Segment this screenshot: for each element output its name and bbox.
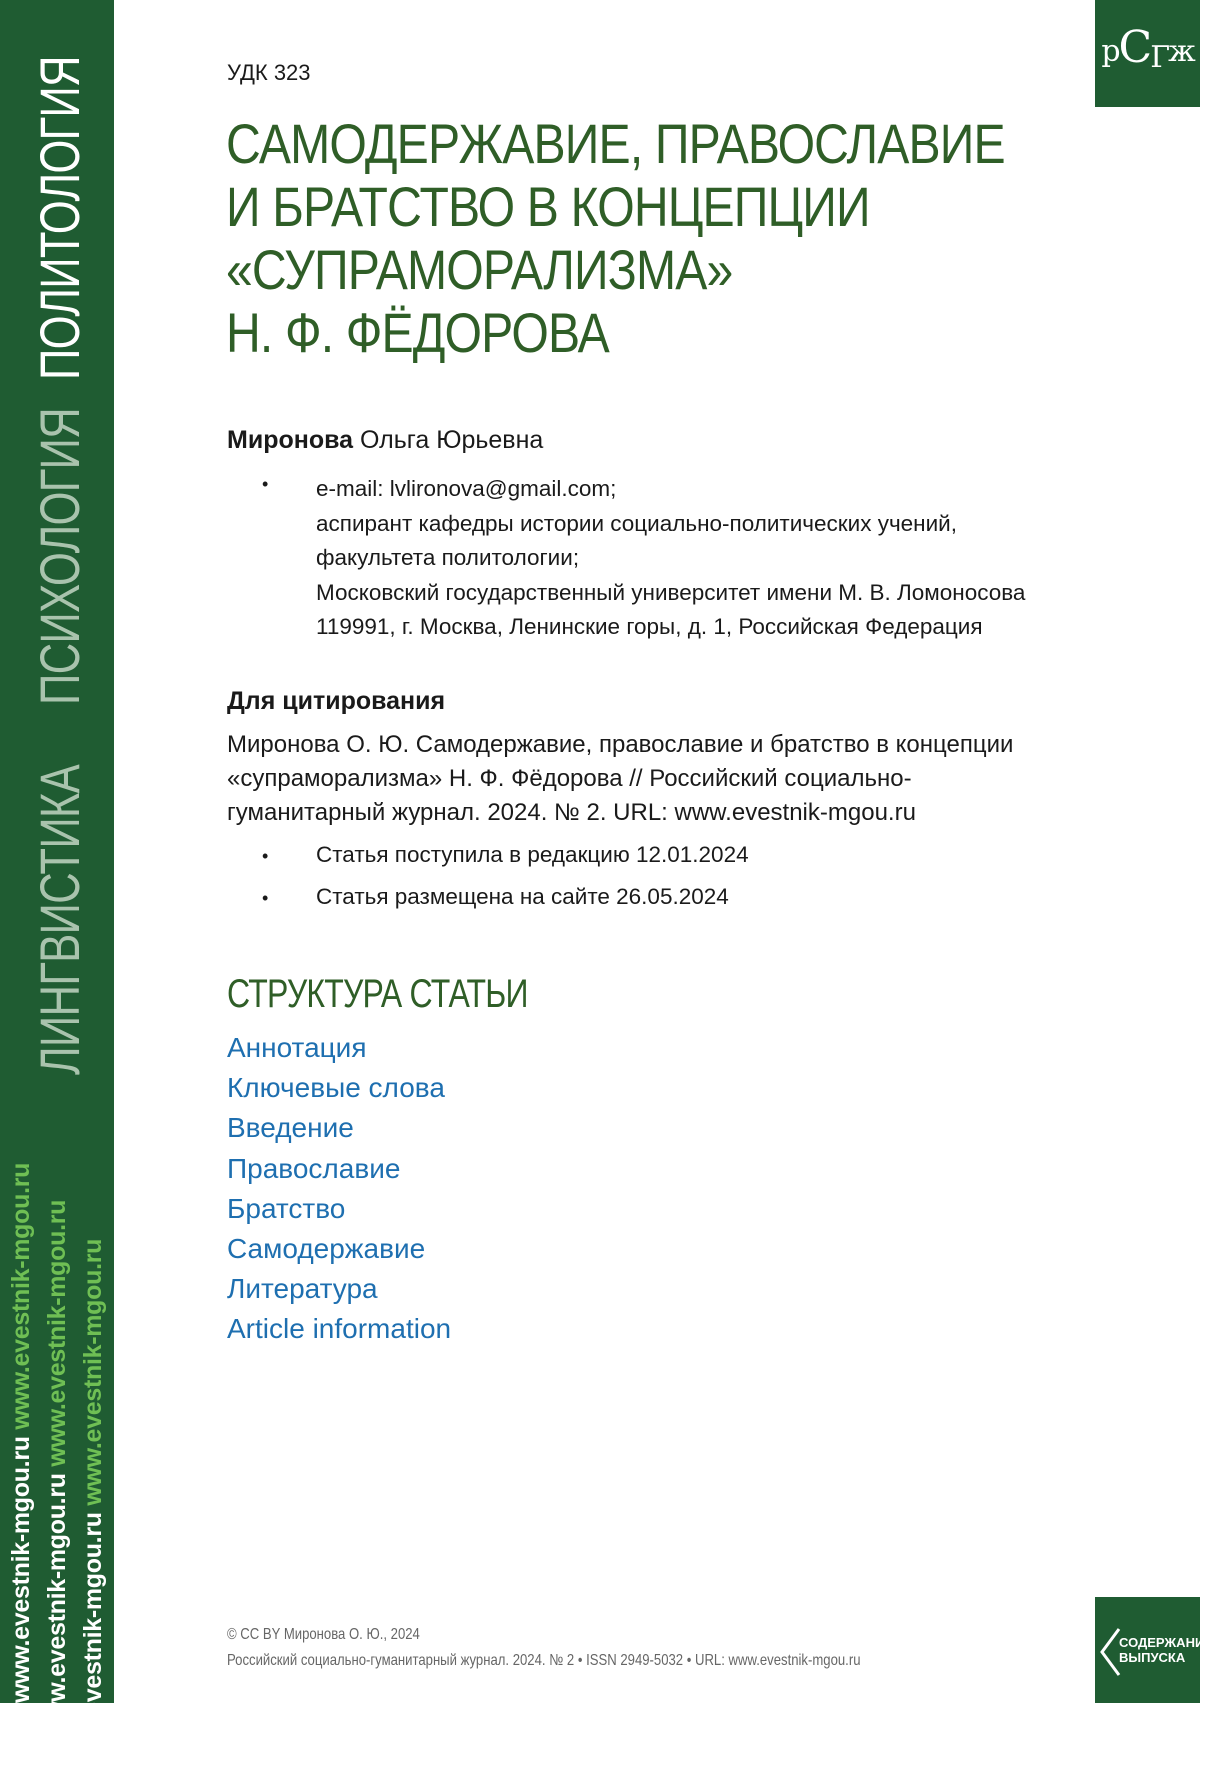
sidebar-url-green: www.evestnik-mgou.ru bbox=[43, 1199, 71, 1467]
structure-list bbox=[227, 1028, 451, 1350]
sidebar-url-green: www.evestnik-mgou.ru bbox=[79, 1238, 107, 1506]
issue-contents-label-line: СОДЕРЖАНИЕ bbox=[1119, 1635, 1213, 1650]
author-address: 119991, г. Москва, Ленинские горы, д. 1, Российская Федерация bbox=[316, 614, 983, 639]
sidebar-url-line-1[interactable] bbox=[6, 1163, 36, 1703]
structure-heading bbox=[227, 972, 603, 1017]
journal-logo[interactable] bbox=[1095, 0, 1200, 107]
sidebar-url-line-3[interactable] bbox=[78, 1239, 108, 1779]
toc-link-annotation[interactable]: Аннотация bbox=[227, 1032, 367, 1063]
author-info bbox=[316, 472, 1096, 645]
sidebar bbox=[0, 0, 114, 1779]
toc-link-autocracy[interactable]: Самодержавие bbox=[227, 1233, 426, 1265]
bullet-icon: • bbox=[262, 474, 269, 494]
sidebar-url-line-2[interactable] bbox=[42, 1200, 72, 1740]
structure-heading-text: СТРУКТУРА СТАТЬИ bbox=[227, 972, 528, 1016]
subject-strip bbox=[28, 10, 91, 1090]
issue-contents-label-line: ВЫПУСКА bbox=[1119, 1650, 1186, 1665]
title-line: Н. Ф. ФЁДОРОВА bbox=[226, 301, 609, 364]
toc-link-keywords[interactable]: Ключевые слова bbox=[227, 1072, 445, 1104]
author-faculty: факультета политологии; bbox=[316, 545, 580, 570]
footer-license: © CC BY Миронова О. Ю., 2024 bbox=[227, 1626, 420, 1643]
author-surname: Миронова bbox=[227, 426, 354, 454]
author-given-names: Ольга Юрьевна bbox=[360, 426, 544, 454]
title-line: «СУПРАМОРАЛИЗМА» bbox=[226, 238, 733, 301]
citation-line: «супраморализма» Н. Ф. Фёдорова // Российский социально- bbox=[227, 765, 912, 792]
author-name bbox=[227, 426, 543, 455]
title-line: И БРАТСТВО В КОНЦЕПЦИИ bbox=[226, 175, 870, 238]
toc-link-brotherhood[interactable]: Братство bbox=[227, 1192, 346, 1224]
udk-code: УДК 323 bbox=[227, 60, 311, 85]
footer bbox=[227, 1622, 1000, 1674]
article-title bbox=[226, 112, 1076, 364]
toc-link-introduction[interactable]: Введение bbox=[227, 1112, 354, 1144]
toc-link-orthodoxy[interactable]: Православие bbox=[227, 1152, 401, 1184]
sidebar-url-white: www.evestnik-mgou.ru bbox=[79, 1512, 107, 1779]
author-email[interactable]: e-mail: lvlironova@gmail.com; bbox=[316, 476, 617, 501]
received-date: Статья поступила в редакцию 12.01.2024 bbox=[316, 842, 749, 867]
subject-political-science: ПОЛИТОЛОГИЯ bbox=[28, 56, 91, 380]
subject-psychology: ПСИХОЛОГИЯ bbox=[28, 408, 91, 705]
title-line: САМОДЕРЖАВИЕ, ПРАВОСЛАВИЕ bbox=[226, 112, 1005, 175]
author-university: Московский государственный университет имени М. В. Ломоносова bbox=[316, 579, 1026, 605]
citation-line: гуманитарный журнал. 2024. № 2. URL: www.evestnik-mgou.ru bbox=[227, 799, 916, 826]
logo-letter: ж bbox=[1168, 34, 1194, 69]
bullet-icon: • bbox=[262, 846, 269, 866]
logo-letter: С bbox=[1118, 22, 1151, 73]
toc-link-literature[interactable]: Литература bbox=[227, 1273, 378, 1305]
published-date: Статья размещена на сайте 26.05.2024 bbox=[316, 884, 729, 909]
chevron-left-icon bbox=[1099, 1627, 1121, 1677]
logo-letter: Г bbox=[1150, 40, 1169, 75]
sidebar-url-white: www.evestnik-mgou.ru bbox=[7, 1436, 35, 1703]
issue-contents-button[interactable] bbox=[1095, 1597, 1213, 1703]
author-position: аспирант кафедры истории социально-политических учений, bbox=[316, 510, 957, 536]
logo-letter: р bbox=[1101, 34, 1119, 69]
sidebar-url-white: www.evestnik-mgou.ru bbox=[43, 1473, 71, 1740]
bullet-icon: • bbox=[262, 888, 269, 908]
citation-line: Миронова О. Ю. Самодержавие, православие и братство в концепции bbox=[227, 731, 1014, 758]
subject-linguistics: ЛИНГВИСТИКА bbox=[28, 765, 91, 1075]
citation-text bbox=[227, 728, 1097, 830]
issue-contents-label bbox=[1119, 1635, 1213, 1665]
toc-link-article-information[interactable]: Article information bbox=[227, 1313, 452, 1345]
footer-journal-info: Российский социально-гуманитарный журнал. 2024. № 2 • ISSN 2949-5032 • URL: www.evestnik-mgou.ru bbox=[227, 1652, 861, 1669]
citation-heading: Для цитирования bbox=[227, 687, 446, 715]
sidebar-url-green: www.evestnik-mgou.ru bbox=[7, 1162, 35, 1430]
